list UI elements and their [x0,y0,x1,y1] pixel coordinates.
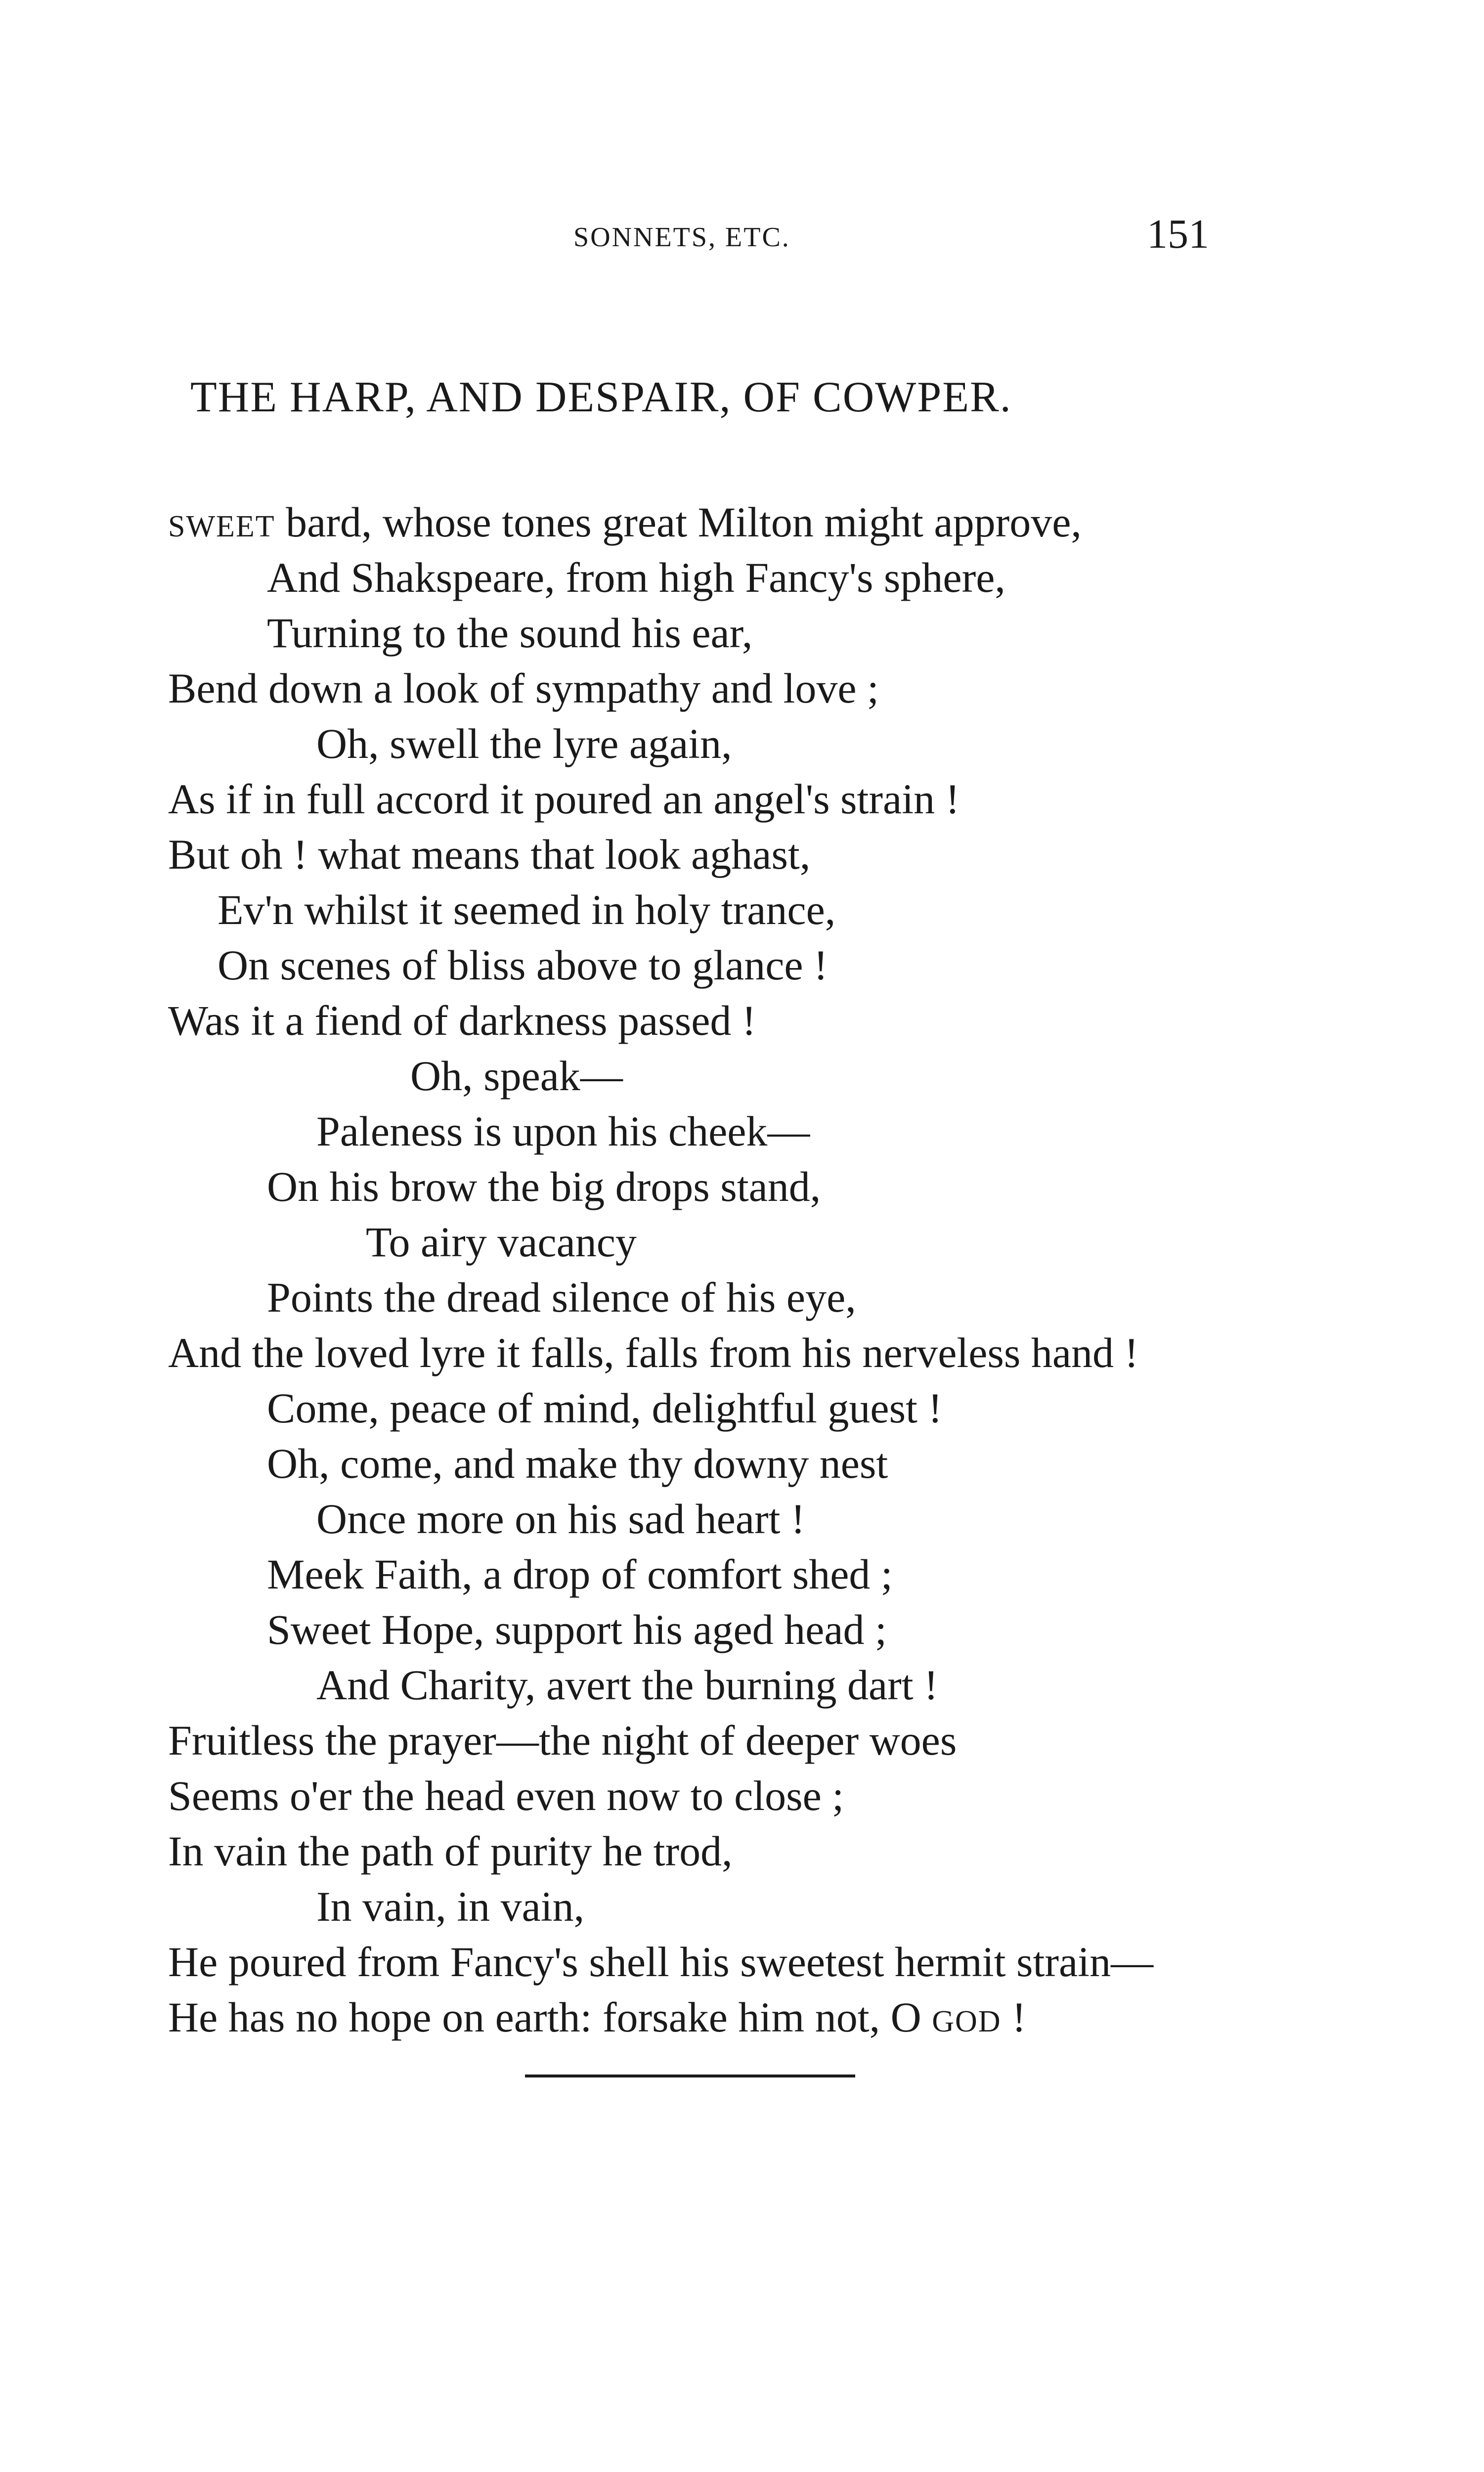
poem-line: In vain the path of purity he trod, [168,1827,733,1875]
poem-line: Points the dread silence of his eye, [267,1274,856,1321]
end-rule [525,2075,855,2077]
poem-line: To airy vacancy [366,1218,637,1266]
poem-line: Ev'n whilst it seemed in holy trance, [218,886,836,933]
poem-line [168,494,1305,550]
poem-line: Was it a fiend of darkness passed ! [168,997,756,1044]
small-caps-word: GOD [932,2005,1002,2038]
poem-line: Oh, swell the lyre again, [316,720,732,767]
poem-line: On scenes of bliss above to glance ! [218,941,828,989]
poem-line: And Shakspeare, from high Fancy's sphere, [267,554,1005,601]
poem-line: On his brow the big drops stand, [267,1163,821,1210]
poem-line: Come, peace of mind, delightful guest ! [267,1384,943,1432]
poem-line: As if in full accord it poured an angel's strain ! [168,775,960,823]
poem-line: Fruitless the prayer—the night of deeper woes [168,1717,957,1764]
poem-line: And the loved lyre it falls, falls from his nerveless hand ! [168,1329,1139,1376]
running-head: SONNETS, ETC. [573,222,790,253]
poem-title: THE HARP, AND DESPAIR, OF COWPER. [190,373,1012,421]
poem-line: Seems o'er the head even now to close ; [168,1772,844,1819]
page-number: 151 [1147,211,1209,257]
poem-line: Once more on his sad heart ! [316,1495,805,1543]
poem-line: Meek Faith, a drop of comfort shed ; [267,1550,893,1598]
poem-line: Oh, come, and make thy downy nest [267,1440,888,1487]
poem-line: And Charity, avert the burning dart ! [316,1661,938,1709]
poem-line-text: ! [1001,1993,1026,2041]
poem-line [168,1989,1305,2045]
poem-line: He poured from Fancy's shell his sweetest hermit strain— [168,1938,1154,1986]
poem-line: Paleness is upon his cheek— [316,1107,810,1155]
small-caps-first-word: SWEET [168,510,275,543]
poem-line: Bend down a look of sympathy and love ; [168,664,879,712]
poem-line: But oh ! what means that look aghast, [168,831,811,878]
poem-line-text: He has no hope on earth: forsake him not, O [168,1993,932,2041]
poem-line: In vain, in vain, [316,1883,585,1930]
poem-line: Oh, speak— [410,1052,623,1100]
poem-line: Turning to the sound his ear, [267,609,753,657]
poem-line: Sweet Hope, support his aged head ; [267,1606,887,1653]
poem-line-text: bard, whose tones great Milton might approve, [275,498,1082,546]
poem-body [168,494,1305,2045]
